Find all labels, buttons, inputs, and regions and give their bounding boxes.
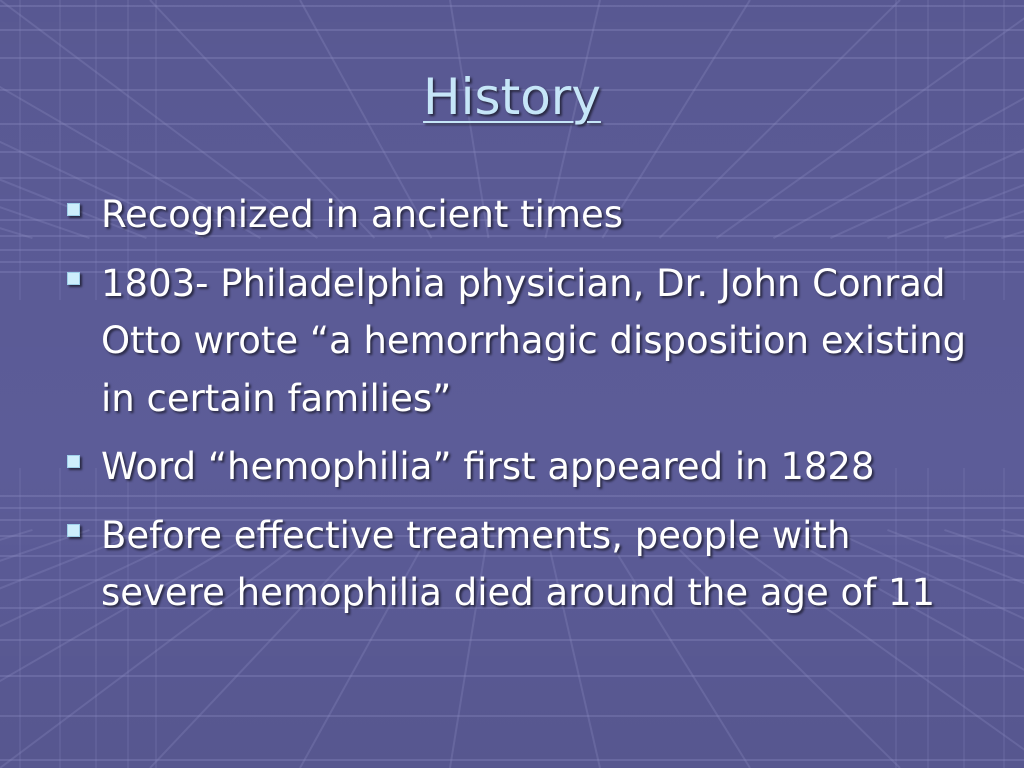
square-bullet-icon	[67, 272, 80, 285]
bullet-item	[64, 438, 984, 496]
square-bullet-icon	[67, 524, 80, 537]
bullet-item	[64, 255, 984, 428]
slide-title: History	[423, 68, 601, 126]
bullet-text: 1803- Philadelphia physician, Dr. John Conrad Otto wrote “a hemorrhagic disposition existing in certain families”	[101, 261, 967, 420]
bullet-text: Word “hemophilia” first appeared in 1828	[101, 445, 875, 488]
bullet-list	[64, 186, 984, 633]
bullet-item	[64, 186, 984, 244]
bullet-text: Before effective treatments, people with severe hemophilia died around the age of 11	[101, 513, 936, 614]
square-bullet-icon	[67, 455, 80, 468]
square-bullet-icon	[67, 203, 80, 216]
bullet-item	[64, 507, 984, 622]
bullet-text: Recognized in ancient times	[101, 193, 624, 236]
